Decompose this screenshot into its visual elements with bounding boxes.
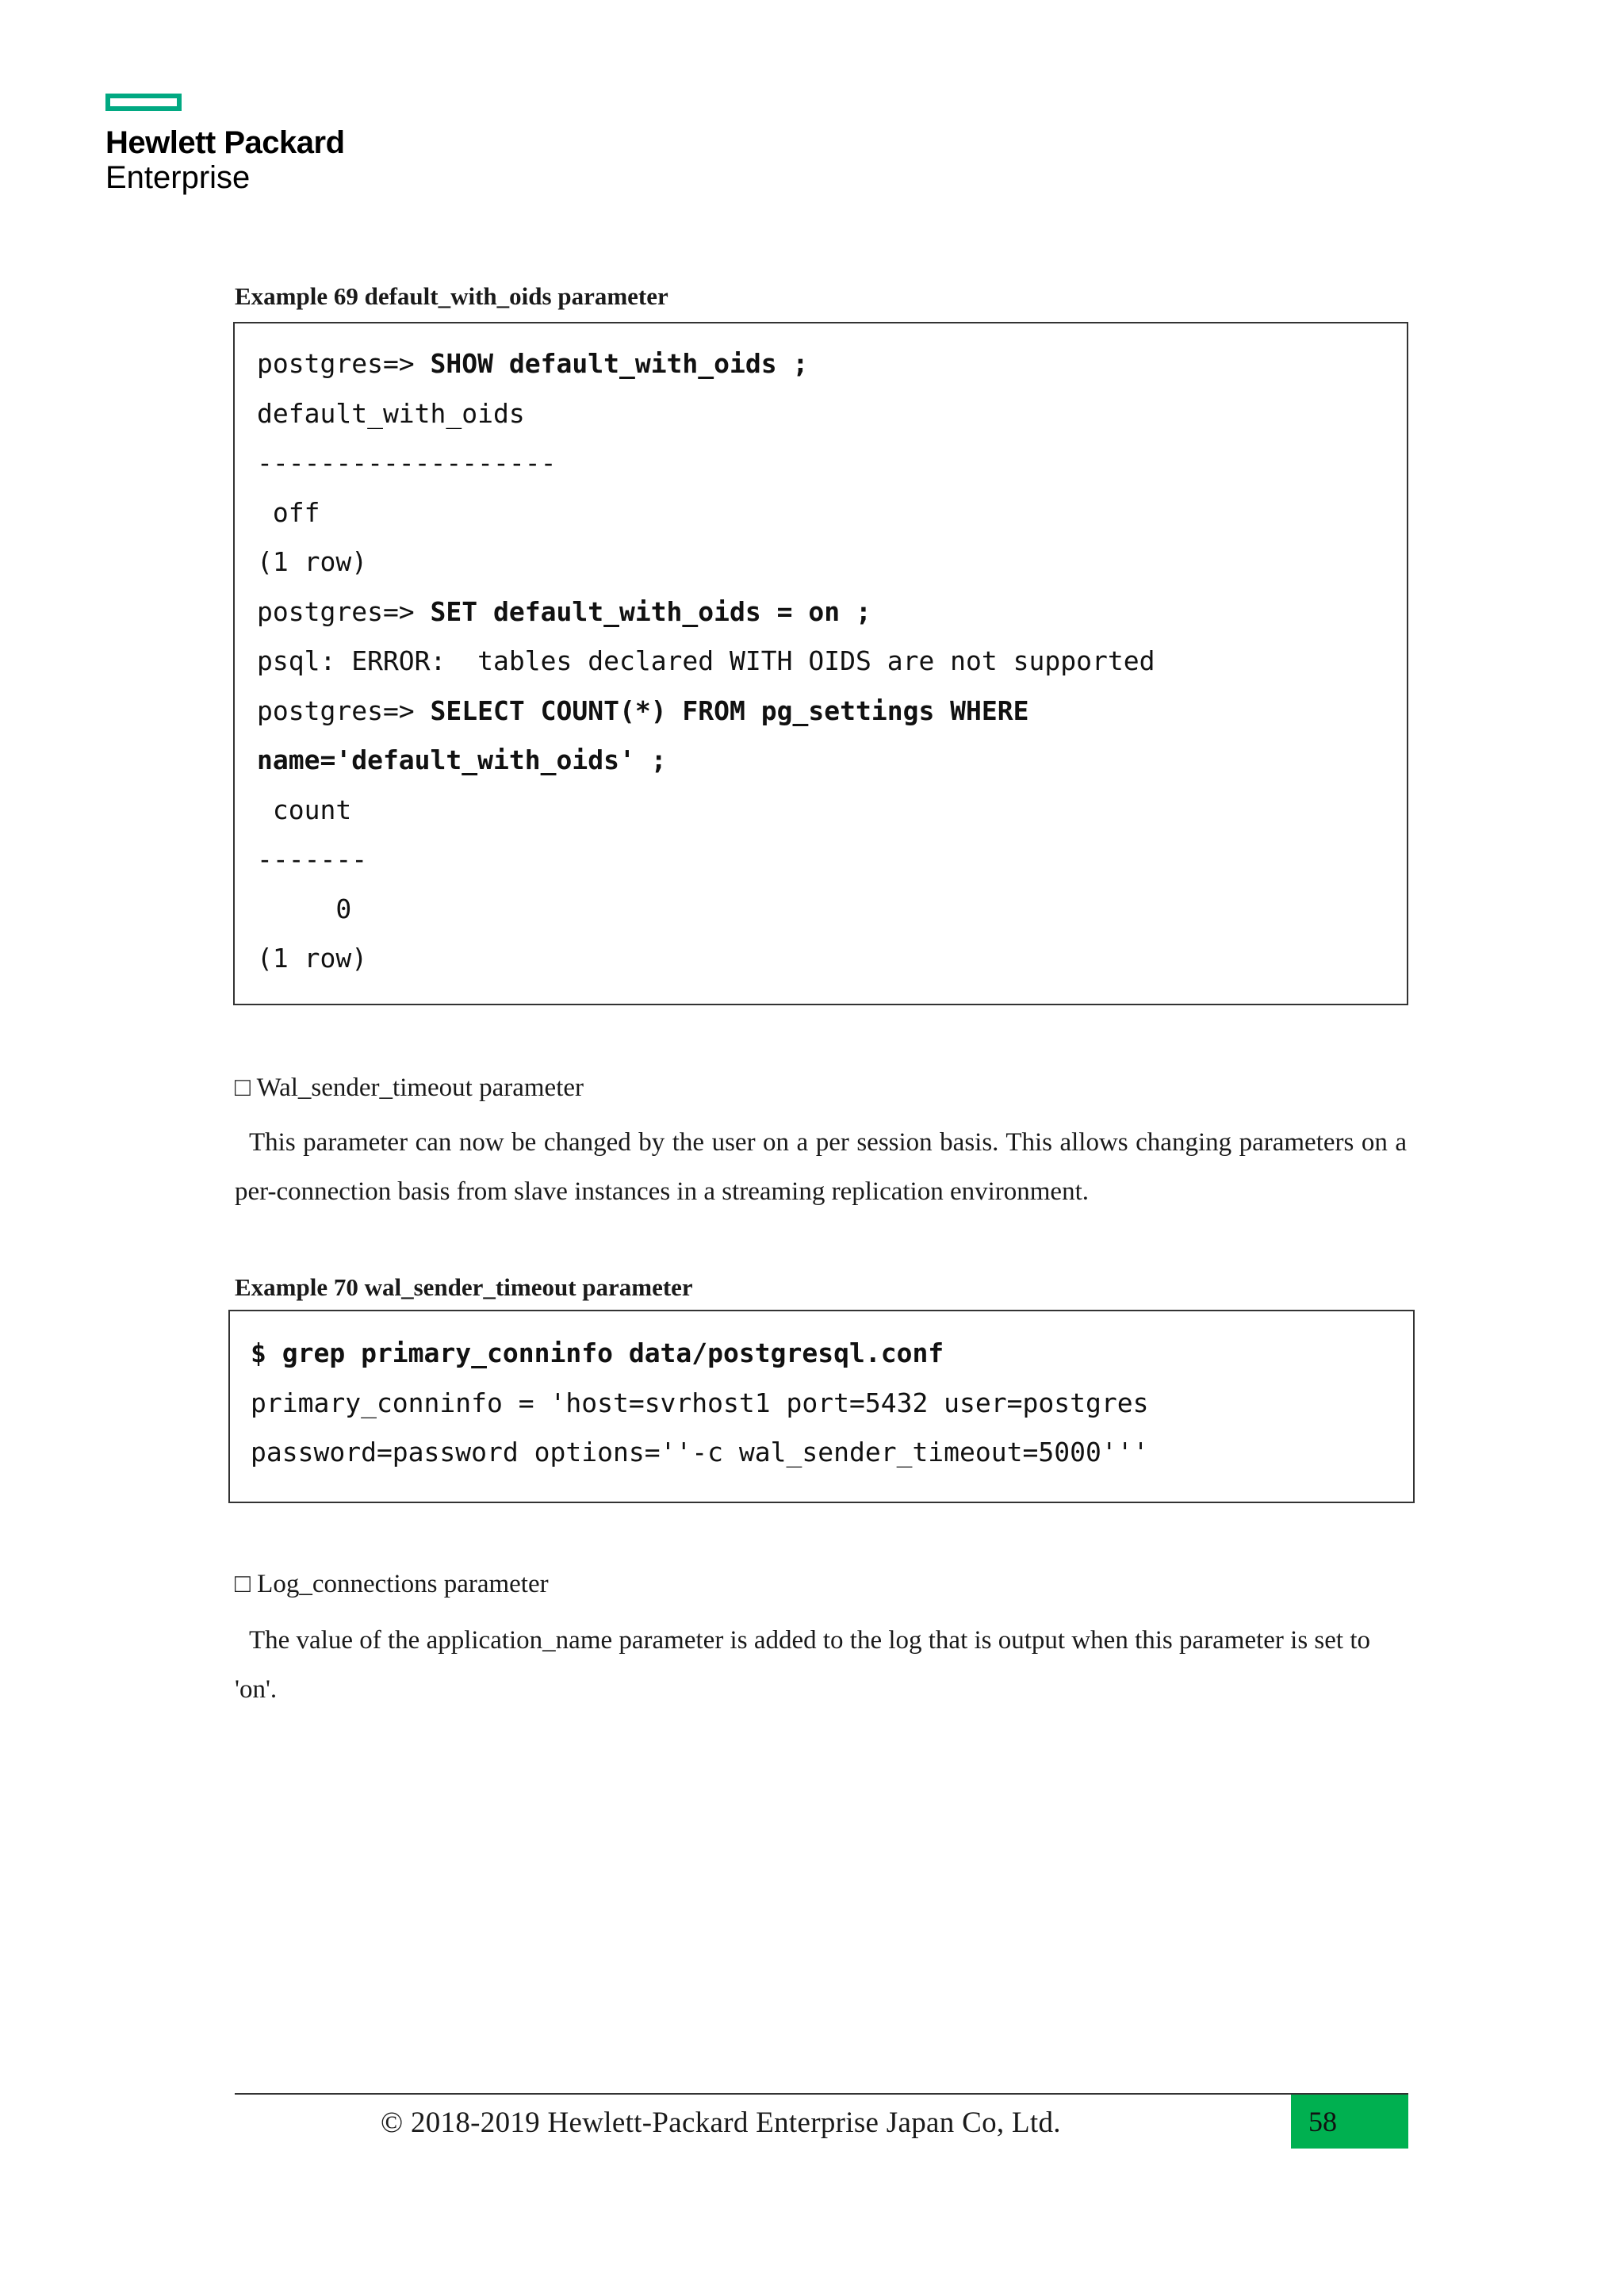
code-line [257,637,1407,687]
logo-mark [105,94,182,111]
code-text: off [257,496,320,528]
example-70-caption: Example 70 wal_sender_timeout parameter [235,1273,693,1301]
code-text: password=password options=''-c wal_sender_timeout=5000''' [251,1437,1149,1468]
code-text: count [257,794,352,825]
page-number-badge: 58 [1291,2095,1408,2149]
code-text: default_with_oids [257,397,525,429]
code-text: ------- [257,844,368,874]
code-text: 0 [257,893,352,924]
hpe-logo [105,94,345,195]
footer-divider [235,2093,1408,2095]
code-text: (1 row) [257,546,368,577]
code-line [257,587,1407,637]
code-line [257,835,1407,885]
log-connections-description-text: The value of the application_name parameter is added to the log that is output when this parameter is set to 'on'. [235,1626,1370,1704]
code-text: postgres=> [257,595,431,627]
example-70-code-block [228,1310,1415,1503]
code-command: name='default_with_oids' ; [257,744,667,775]
wal-sender-description [235,1118,1407,1216]
code-line [257,934,1407,984]
wal-sender-description-text: This parameter can now be changed by the user on a per session basis. This allows changing parameters on a per-connection basis from slave instances in a streaming replication environment. [235,1128,1407,1206]
code-text: psql: ERROR: tables declared WITH OIDS are not supported [257,645,1155,676]
code-line [251,1379,1413,1429]
code-line [251,1428,1413,1478]
code-text: postgres=> [257,695,431,726]
code-line [257,736,1407,786]
code-line [257,786,1407,836]
code-line [257,389,1407,439]
code-command: SET default_with_oids = on ; [430,595,871,627]
logo-text-line2: Enterprise [105,160,251,195]
code-text: ------------------- [257,447,557,478]
code-line [257,438,1407,488]
log-connections-description [235,1616,1407,1714]
code-command: $ grep primary_conninfo data/postgresql.conf [251,1337,944,1368]
code-text: postgres=> [257,348,431,379]
code-line [257,687,1407,737]
code-text: (1 row) [257,943,368,974]
footer-copyright: © 2018-2019 Hewlett-Packard Enterprise Japan Co, Ltd. [381,2107,1061,2139]
wal-sender-section-title: □ Wal_sender_timeout parameter [235,1073,584,1102]
code-line [251,1329,1413,1379]
code-command: SELECT COUNT(*) FROM pg_settings WHERE [430,695,1029,726]
example-69-caption: Example 69 default_with_oids parameter [235,282,668,310]
code-text: primary_conninfo = 'host=svrhost1 port=5432 user=postgres [251,1387,1149,1418]
example-69-code-block [233,322,1408,1005]
code-line [257,538,1407,587]
code-line [257,488,1407,538]
log-connections-section-title: □ Log_connections parameter [235,1570,549,1598]
code-command: SHOW default_with_oids ; [430,348,809,379]
code-line [257,885,1407,935]
logo-text-line1: Hewlett Packard [105,125,345,160]
code-line [257,339,1407,389]
